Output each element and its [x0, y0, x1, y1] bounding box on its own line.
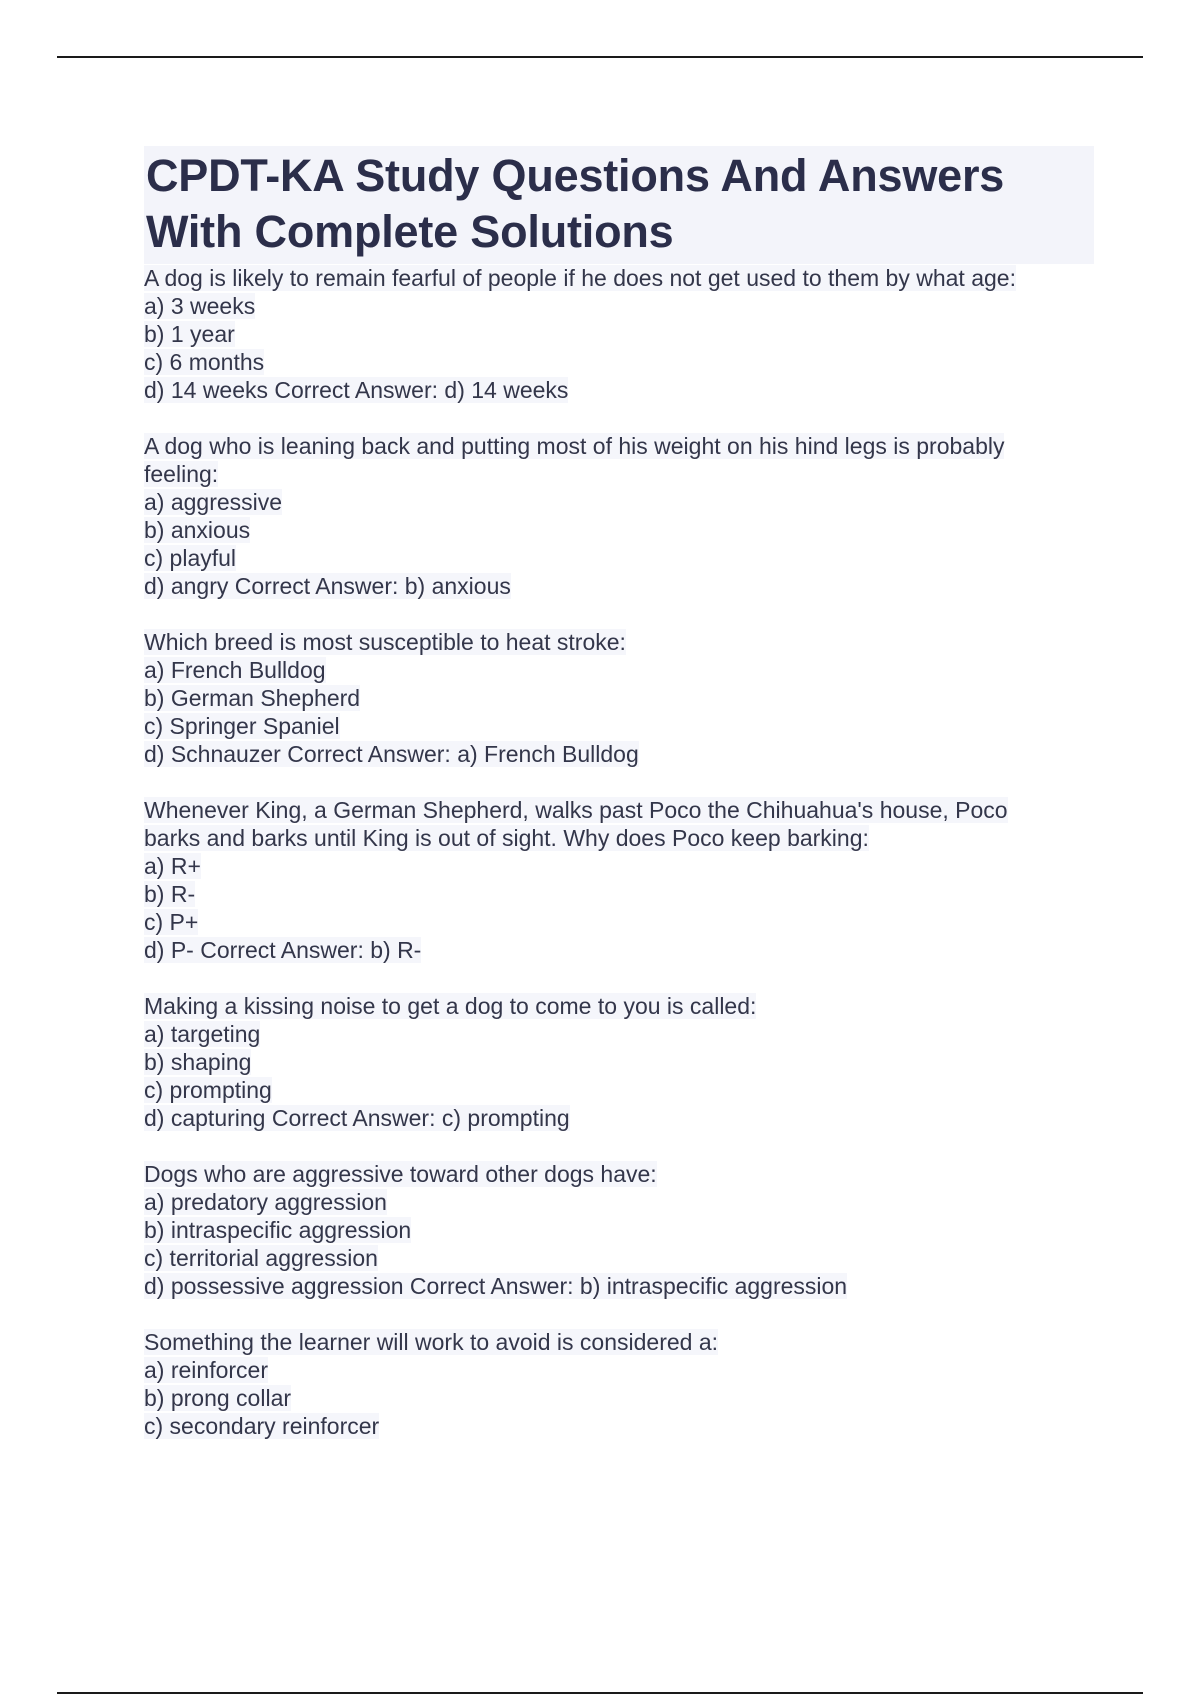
- question-block-7: [144, 1328, 1094, 1440]
- option-c: c) territorial aggression: [144, 1245, 378, 1271]
- option-a: a) French Bulldog: [144, 657, 326, 683]
- question-text: Dogs who are aggressive toward other dogs have:: [144, 1161, 657, 1187]
- correct-answer: Correct Answer: d) 14 weeks: [274, 377, 569, 403]
- correct-answer: Correct Answer: c) prompting: [271, 1105, 570, 1131]
- question-block-1: [144, 264, 1094, 404]
- option-d: d) capturing: [144, 1105, 266, 1131]
- option-b: b) intraspecific aggression: [144, 1217, 412, 1243]
- question-text: Which breed is most susceptible to heat stroke:: [144, 629, 626, 655]
- question-block-3: [144, 628, 1094, 768]
- question-text: A dog is likely to remain fearful of people if he does not get used to them by what age:: [144, 265, 1016, 291]
- correct-answer: Correct Answer: b) anxious: [234, 573, 511, 599]
- title-line-1: CPDT-KA Study Questions And Answers: [146, 150, 1005, 201]
- option-c: c) playful: [144, 545, 237, 571]
- option-d: d) possessive aggression: [144, 1273, 404, 1299]
- option-c: c) prompting: [144, 1077, 272, 1103]
- option-d: d) P-: [144, 937, 194, 963]
- question-block-5: [144, 992, 1094, 1132]
- question-block-4: [144, 796, 1094, 964]
- document-title: [144, 146, 1094, 264]
- option-c: c) Springer Spaniel: [144, 713, 340, 739]
- option-b: b) R-: [144, 881, 196, 907]
- question-text-line-1: Whenever King, a German Shepherd, walks past Poco the Chihuahua's house, Poco: [144, 797, 1008, 823]
- correct-answer: Correct Answer: b) intraspecific aggression: [409, 1273, 848, 1299]
- question-text-line-2: barks and barks until King is out of sight. Why does Poco keep barking:: [144, 825, 869, 851]
- option-c: c) secondary reinforcer: [144, 1413, 380, 1439]
- option-b: b) 1 year: [144, 321, 235, 347]
- option-c: c) P+: [144, 909, 199, 935]
- option-a: a) 3 weeks: [144, 293, 256, 319]
- option-a: a) predatory aggression: [144, 1189, 387, 1215]
- option-c: c) 6 months: [144, 349, 265, 375]
- option-a: a) aggressive: [144, 489, 283, 515]
- option-a: a) targeting: [144, 1021, 261, 1047]
- document-body: [144, 146, 1094, 1468]
- option-b: b) anxious: [144, 517, 251, 543]
- correct-answer: Correct Answer: a) French Bulldog: [287, 741, 639, 767]
- option-a: a) R+: [144, 853, 201, 879]
- option-d: d) 14 weeks: [144, 377, 269, 403]
- question-text: Something the learner will work to avoid is considered a:: [144, 1329, 719, 1355]
- option-d: d) Schnauzer: [144, 741, 281, 767]
- option-a: a) reinforcer: [144, 1357, 268, 1383]
- option-d: d) angry: [144, 573, 229, 599]
- title-line-2: With Complete Solutions: [146, 206, 674, 257]
- question-text: Making a kissing noise to get a dog to come to you is called:: [144, 993, 757, 1019]
- option-b: b) German Shepherd: [144, 685, 361, 711]
- top-rule: [57, 56, 1143, 58]
- question-text-line-2: feeling:: [144, 461, 219, 487]
- option-b: b) prong collar: [144, 1385, 292, 1411]
- question-block-6: [144, 1160, 1094, 1300]
- bottom-rule: [57, 1692, 1143, 1694]
- question-block-2: [144, 432, 1094, 600]
- correct-answer: Correct Answer: b) R-: [200, 937, 422, 963]
- option-b: b) shaping: [144, 1049, 252, 1075]
- question-text-line-1: A dog who is leaning back and putting most of his weight on his hind legs is probably: [144, 433, 1005, 459]
